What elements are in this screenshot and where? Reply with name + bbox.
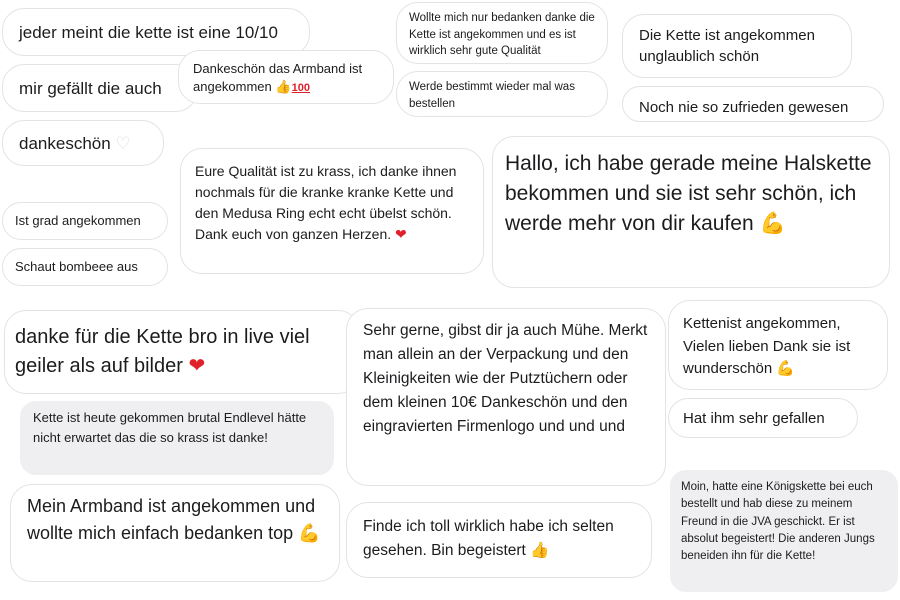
message-bubble: [2, 202, 168, 240]
message-text: dankeschön: [19, 134, 111, 153]
message-bubble: [622, 86, 884, 122]
message-bubble: [668, 300, 888, 390]
message-bubble: [346, 308, 666, 486]
message-bubble: [396, 2, 608, 64]
message-text: Wollte mich nur bedanken danke die Kette ist angekommen und es ist wirklich sehr gute Qualität: [409, 12, 595, 58]
heart-icon: ❤: [395, 226, 407, 242]
message-bubble: [20, 401, 334, 475]
message-bubble: [346, 502, 652, 578]
message-text: Kette ist heute gekommen brutal Endlevel hätte nicht erwartet das die so krass ist danke!: [33, 410, 307, 445]
message-text: Eure Qualität ist zu krass, ich danke ihnen nochmals für die kranke kranke Kette und den Medusa Ring echt echt übelst schön. Dank euch von ganzen Herzen.: [195, 163, 457, 242]
thumbs-up-icon: 👍: [275, 79, 292, 95]
message-bubble: [2, 64, 198, 112]
message-text: Hallo, ich habe gerade meine Halskette bekommen und sie ist sehr schön, ich werde mehr von dir kaufen: [505, 152, 872, 235]
message-text: danke für die Kette bro in live viel geiler als auf bilder: [15, 326, 310, 377]
message-text: Ist grad angekommen: [15, 213, 141, 228]
message-text: Kettenist angekommen, Vielen lieben Dank sie ist wunderschön: [683, 315, 851, 377]
message-text: Dankeschön das Armband ist angekommen: [193, 61, 363, 95]
white-heart-icon: ♡: [115, 134, 131, 153]
message-bubble: [4, 310, 360, 394]
message-text: Mein Armband ist angekommen und wollte mich einfach bedanken top: [27, 496, 316, 543]
message-bubble: [670, 470, 898, 592]
flexed-biceps-icon: 💪: [776, 360, 796, 377]
message-bubble: [2, 120, 164, 166]
hundred-icon: 100: [291, 82, 311, 95]
flexed-biceps-icon: 💪: [759, 211, 786, 235]
message-text: Finde ich toll wirklich habe ich selten gesehen. Bin begeistert: [363, 518, 614, 560]
message-bubble: [396, 71, 608, 117]
message-bubble: [2, 8, 310, 56]
message-text: Werde bestimmt wieder mal was bestellen: [409, 81, 575, 110]
message-bubble: [668, 398, 858, 438]
message-text: Die Kette ist angekommen unglaublich schön: [639, 27, 815, 66]
message-text: Noch nie so zufrieden gewesen: [639, 99, 849, 116]
message-text: Sehr gerne, gibst dir ja auch Mühe. Merkt man allein an der Verpackung und den Kleinigkeiten wie der Putztüchern oder dem kleinen 10€ Dankeschön und den eingravierten Firmenlogo und und und: [363, 322, 648, 436]
flexed-biceps-icon: 💪: [298, 523, 321, 543]
message-bubble: [10, 484, 340, 582]
thumbs-up-icon: 👍: [530, 542, 550, 560]
message-bubble: [2, 248, 168, 286]
message-text: jeder meint die kette ist eine 10/10: [19, 23, 278, 42]
message-text: Moin, hatte eine Königskette bei euch bestellt und hab diese zu meinem Freund in die JVA geschickt. Er ist absolut begeistert! Die anderen Jungs beneiden ihn für die Kette!: [681, 481, 875, 562]
message-bubble: [492, 136, 890, 288]
message-text: Schaut bombeee aus: [15, 259, 138, 274]
message-text: Hat ihm sehr gefallen: [683, 410, 825, 427]
message-bubble: [180, 148, 484, 274]
message-text: mir gefällt die auch: [19, 79, 162, 98]
heart-icon: ❤: [188, 355, 206, 377]
message-bubble: [622, 14, 852, 78]
message-bubble: [178, 50, 394, 104]
